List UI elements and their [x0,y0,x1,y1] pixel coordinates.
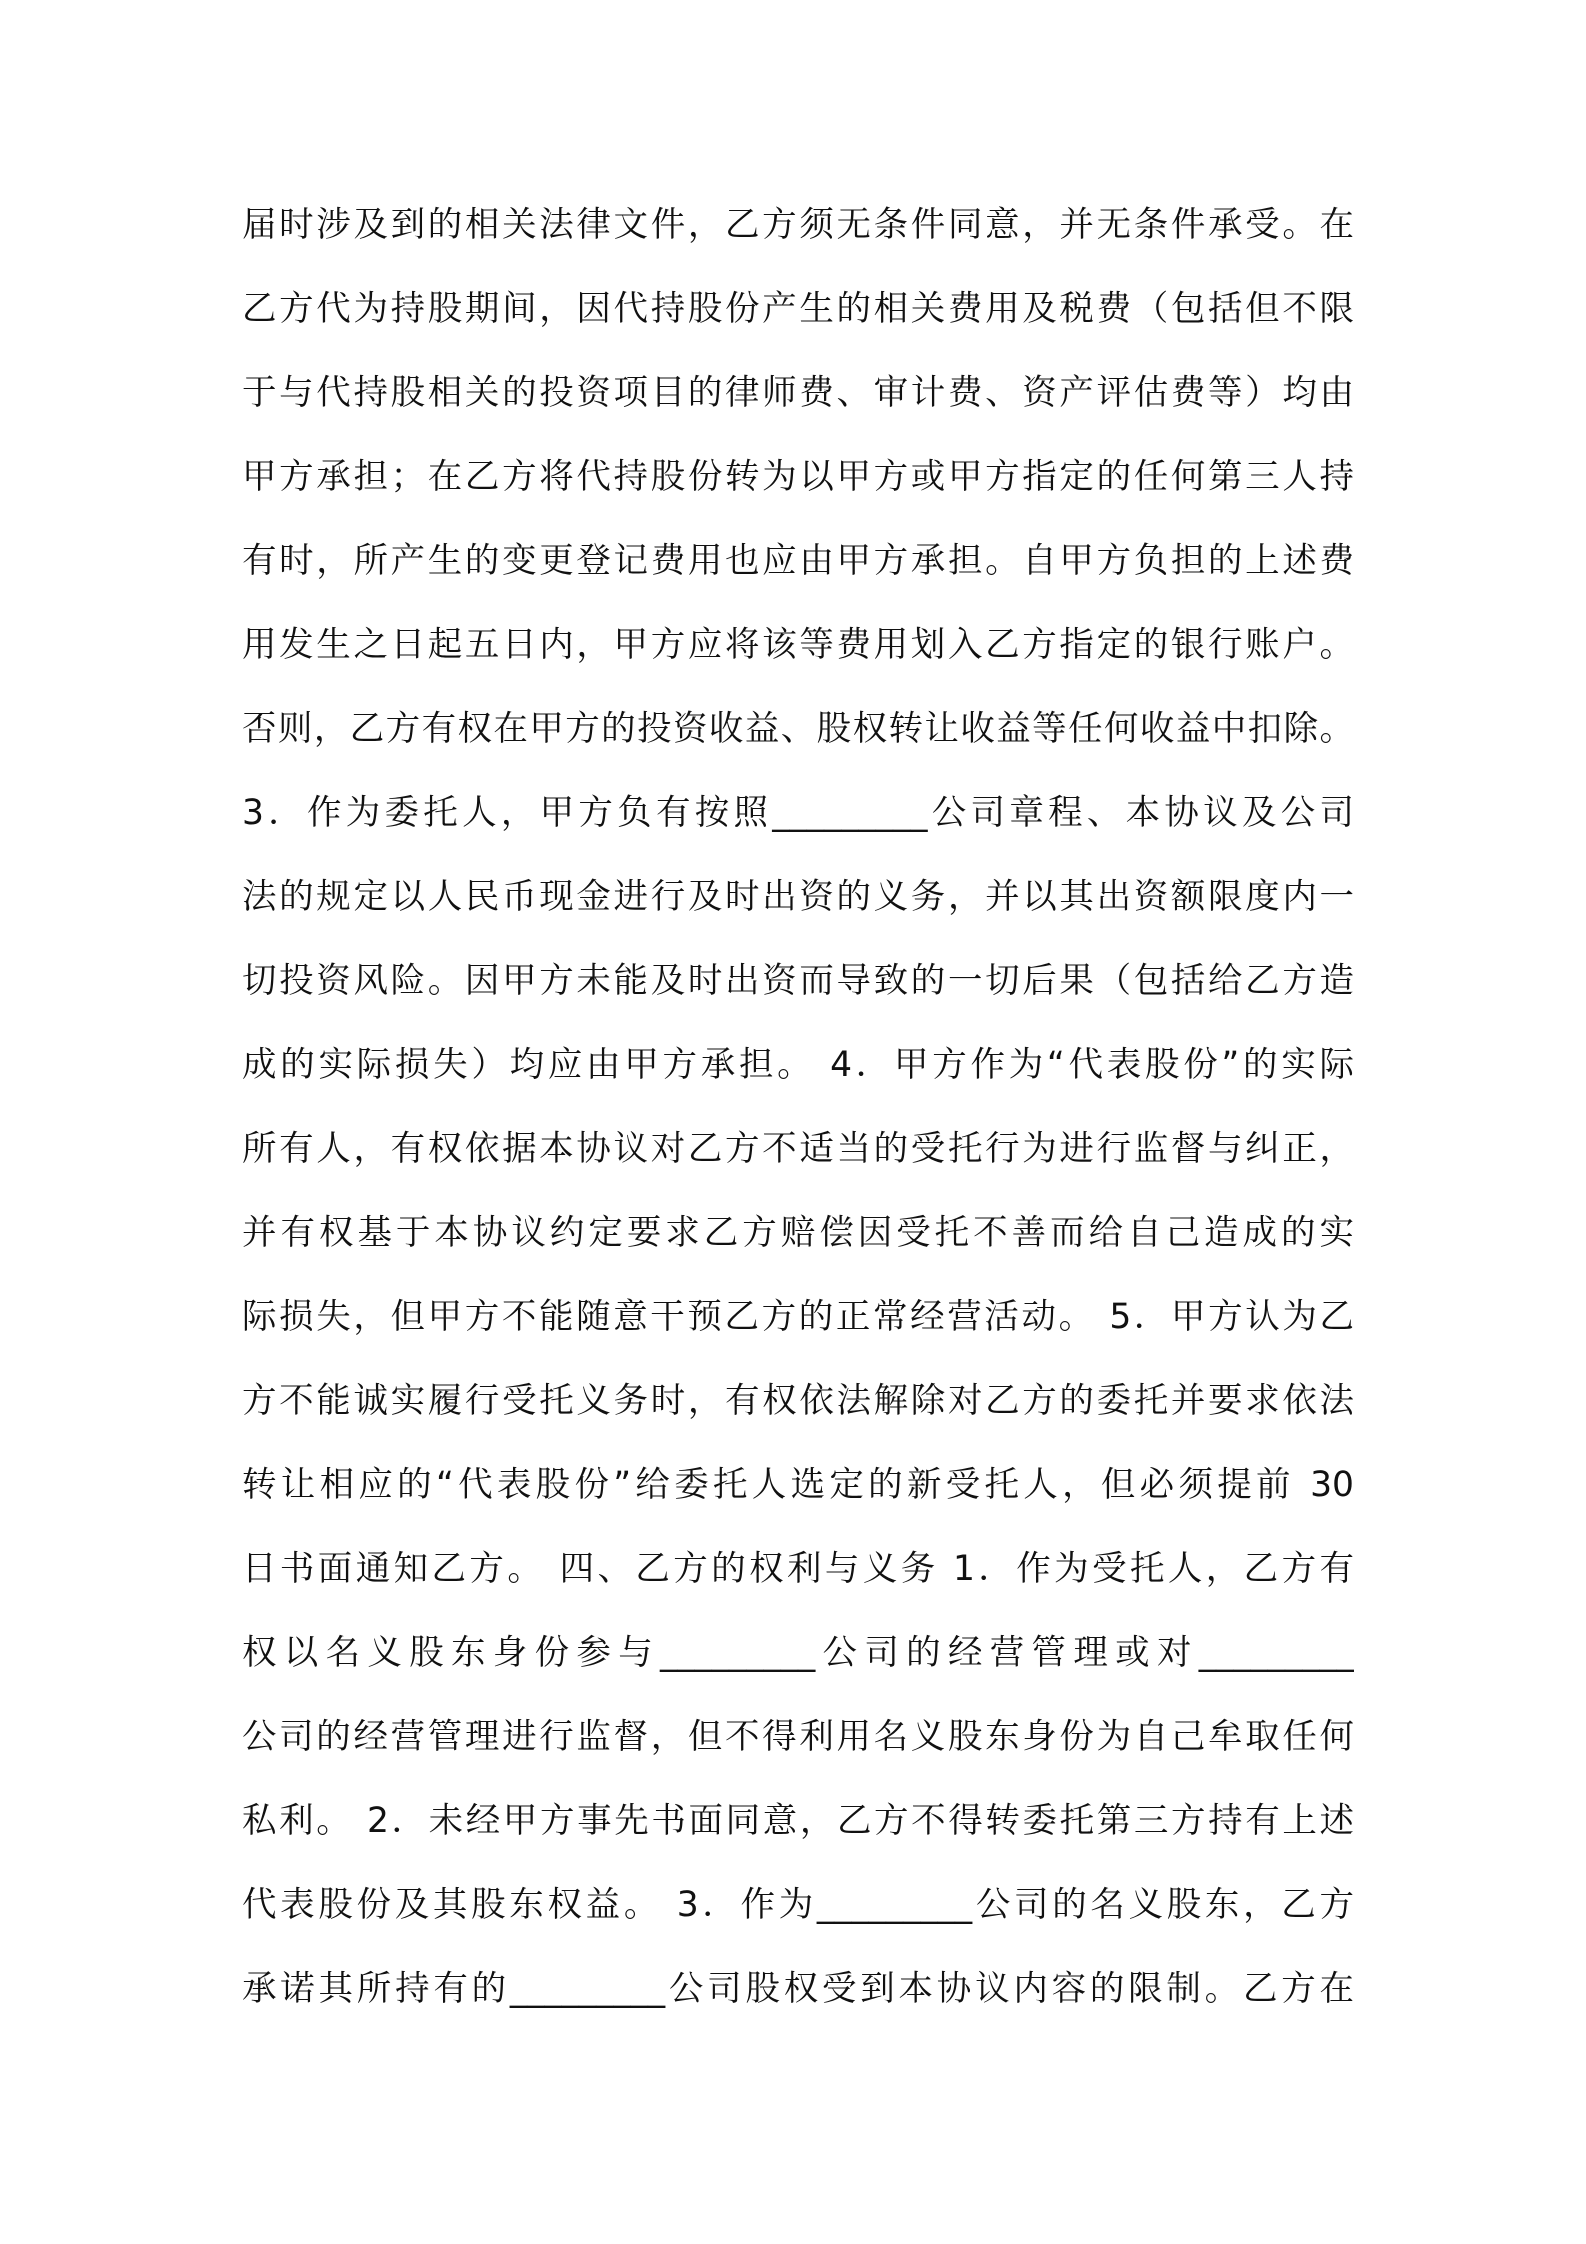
text-line: 私利。 2．未经甲方事先书面同意，乙方不得转委托第三方持有上述 [242,1801,1354,1841]
text-line: 权以名义股东身份参与_________公司的经营管理或对_________ [242,1633,1354,1673]
text-line: 3．作为委托人，甲方负有按照_________公司章程、本协议及公司 [242,793,1354,833]
text-line: 届时涉及到的相关法律文件，乙方须无条件同意，并无条件承受。在 [242,205,1354,245]
text-line: 于与代持股相关的投资项目的律师费、审计费、资产评估费等）均由 [242,373,1354,413]
text-line: 转让相应的“代表股份”给委托人选定的新受托人，但必须提前 30 [242,1465,1354,1505]
text-line: 甲方承担；在乙方将代持股份转为以甲方或甲方指定的任何第三人持 [242,457,1354,497]
text-line: 公司的经营管理进行监督，但不得利用名义股东身份为自己牟取任何 [242,1717,1354,1757]
text-line: 用发生之日起五日内，甲方应将该等费用划入乙方指定的银行账户。 [242,625,1354,665]
text-line: 代表股份及其股东权益。 3．作为_________公司的名义股东，乙方 [242,1885,1354,1925]
text-line: 方不能诚实履行受托义务时，有权依法解除对乙方的委托并要求依法 [242,1381,1354,1421]
text-line: 乙方代为持股期间，因代持股份产生的相关费用及税费（包括但不限 [242,289,1354,329]
text-line: 并有权基于本协议约定要求乙方赔偿因受托不善而给自己造成的实 [242,1213,1354,1253]
text-line: 切投资风险。因甲方未能及时出资而导致的一切后果（包括给乙方造 [242,961,1354,1001]
text-line: 法的规定以人民币现金进行及时出资的义务，并以其出资额限度内一 [242,877,1354,917]
text-line: 有时，所产生的变更登记费用也应由甲方承担。自甲方负担的上述费 [242,541,1354,581]
text-line: 成的实际损失）均应由甲方承担。 4．甲方作为“代表股份”的实际 [242,1045,1354,1085]
text-line: 否则，乙方有权在甲方的投资收益、股权转让收益等任何收益中扣除。 [242,709,1354,749]
document-body [242,195,1354,2043]
text-line: 日书面通知乙方。 四、乙方的权利与义务 1．作为受托人，乙方有 [242,1549,1354,1589]
text-line: 承诺其所持有的_________公司股权受到本协议内容的限制。乙方在 [242,1969,1354,2009]
text-line: 所有人，有权依据本协议对乙方不适当的受托行为进行监督与纠正， [242,1129,1354,1169]
text-line: 际损失，但甲方不能随意干预乙方的正常经营活动。 5．甲方认为乙 [242,1297,1354,1337]
